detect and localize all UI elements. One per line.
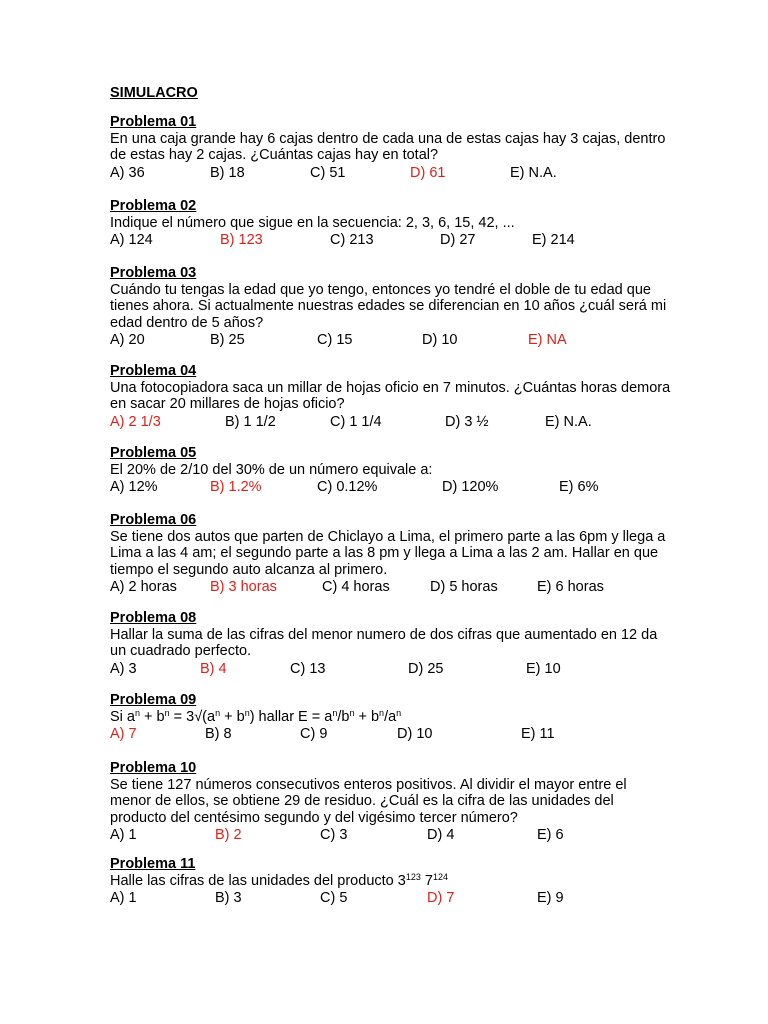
problem-text-line: en sacar 20 millares de hojas oficio? [110, 396, 345, 412]
formula-text: + b [220, 708, 245, 725]
problem-10 [110, 856, 670, 908]
answer-option: B) 18 [210, 164, 245, 181]
answer-options [110, 579, 670, 597]
problem-text-line: En una caja grande hay 6 cajas dentro de cada una de estas cajas hay 3 cajas, dentro [110, 130, 666, 147]
answer-options [110, 890, 670, 908]
answer-option: D) 3 ½ [445, 413, 489, 430]
answer-options [110, 165, 670, 183]
answer-option: C) 0.12% [317, 479, 378, 495]
problem-2 [110, 198, 670, 250]
formula-superscript: n [332, 707, 338, 718]
answer-option: D) 120% [442, 479, 499, 495]
page-title: SIMULACRO [110, 85, 198, 101]
answer-option-correct: B) 4 [200, 660, 227, 677]
problem-title: Problema 02 [110, 198, 197, 214]
answer-option: B) 3 [215, 890, 242, 906]
answer-option: C) 13 [290, 660, 326, 677]
problem-9 [110, 760, 670, 845]
answer-option-correct: B) 3 horas [210, 579, 277, 595]
problem-1 [110, 114, 670, 183]
answer-option: C) 15 [317, 332, 353, 348]
problem-3 [110, 265, 670, 350]
answer-option: A) 36 [110, 164, 145, 181]
answer-option: E) 10 [526, 660, 561, 677]
formula-text: 7 [420, 872, 433, 889]
problem-title: Problema 04 [110, 363, 197, 379]
answer-option-correct: E) NA [528, 332, 567, 348]
answer-option: A) 124 [110, 232, 153, 248]
problem-title: Problema 05 [110, 445, 197, 461]
answer-option-correct: D) 61 [410, 164, 446, 181]
problem-text-line: Una fotocopiadora saca un millar de hojas oficio en 7 minutos. ¿Cuántas horas demora [110, 379, 671, 396]
answer-option: E) N.A. [545, 413, 592, 430]
answer-option: E) N.A. [510, 164, 557, 181]
problem-title: Problema 08 [110, 610, 197, 626]
answer-option-correct: B) 2 [215, 827, 242, 843]
answer-option: E) 11 [521, 726, 555, 742]
answer-option: D) 5 horas [430, 579, 498, 595]
answer-option-correct: D) 7 [427, 890, 455, 906]
problem-title: Problema 11 [110, 856, 196, 872]
answer-options [110, 414, 670, 432]
problem-text-line: tienes ahora. Si actualmente nuestras edades se diferencian en 10 años ¿cuál será mi [110, 298, 667, 314]
problem-text-line: Se tiene 127 números consecutivos enteros positivos. Al dividir el mayor entre el [110, 776, 627, 793]
problem-text-line: Hallar la suma de las cifras del menor numero de dos cifras que aumentado en 12 da [110, 626, 658, 643]
answer-option: D) 10 [422, 332, 458, 348]
answer-option: A) 20 [110, 332, 145, 348]
problem-title: Problema 10 [110, 760, 197, 776]
problem-8 [110, 692, 670, 744]
problem-4 [110, 363, 670, 432]
formula-text: Si a [110, 708, 135, 725]
answer-option: C) 9 [300, 726, 328, 742]
formula-superscript: n [135, 707, 141, 718]
problem-text-line: producto del centésimo segundo y del vigésimo tercer número? [110, 809, 518, 826]
problem-formula [110, 873, 670, 890]
formula-superscript: n [379, 707, 385, 718]
answer-option: B) 1 1/2 [225, 413, 276, 430]
answer-option: E) 6% [559, 479, 599, 495]
formula-superscript: 124 [432, 871, 448, 882]
answer-option: E) 214 [532, 232, 575, 248]
problem-title: Problema 03 [110, 265, 197, 281]
answer-option: E) 9 [537, 890, 564, 906]
problem-text-line: Se tiene dos autos que parten de Chiclayo a Lima, el primero parte a las 6pm y llega a [110, 528, 666, 545]
formula-superscript: n [244, 707, 250, 718]
answer-option: D) 27 [440, 232, 476, 248]
answer-option: D) 25 [408, 660, 444, 677]
formula-superscript: n [164, 707, 170, 718]
answer-option: C) 51 [310, 164, 346, 181]
problem-text-line: edad dentro de 5 años? [110, 314, 264, 331]
problem-7 [110, 610, 670, 679]
problem-formula [110, 709, 670, 726]
formula-text: Halle las cifras de las unidades del producto 3 [110, 872, 406, 889]
answer-option-correct: A) 7 [110, 726, 137, 742]
answer-option: C) 1 1/4 [330, 413, 382, 430]
answer-option-correct: B) 1.2% [210, 479, 262, 495]
problem-6 [110, 512, 670, 597]
answer-option: A) 12% [110, 479, 158, 495]
answer-option: B) 25 [210, 332, 245, 348]
formula-text: + b [140, 708, 165, 725]
formula-text: /a [384, 708, 397, 725]
answer-option: B) 8 [205, 726, 232, 742]
answer-options [110, 661, 670, 679]
answer-option-correct: A) 2 1/3 [110, 413, 161, 430]
formula-superscript: n [215, 707, 221, 718]
answer-option: C) 5 [320, 890, 348, 906]
problem-text-line: Cuándo tu tengas la edad que yo tengo, entonces yo tendré el doble de tu edad que [110, 281, 651, 298]
formula-text: /b [337, 708, 350, 725]
answer-option: A) 2 horas [110, 579, 177, 595]
problem-title: Problema 09 [110, 692, 197, 708]
formula-text: ) hallar E = a [249, 708, 333, 725]
answer-options [110, 332, 670, 350]
answer-option: C) 213 [330, 232, 374, 248]
answer-options [110, 232, 670, 250]
problem-text-line: Indique el número que sigue en la secuencia: 2, 3, 6, 15, 42, ... [110, 214, 515, 231]
formula-superscript: n [396, 707, 402, 718]
answer-option-correct: B) 123 [220, 232, 263, 248]
problem-title: Problema 01 [110, 114, 197, 130]
answer-options [110, 479, 670, 497]
answer-option: E) 6 [537, 827, 564, 843]
answer-options [110, 726, 670, 744]
answer-option: C) 4 horas [322, 579, 390, 595]
answer-option: A) 3 [110, 660, 137, 677]
answer-option: A) 1 [110, 827, 137, 843]
problem-text-line: menor de ellos, se obtiene 29 de residuo. ¿Cuál es la cifra de las unidades del [110, 793, 614, 809]
answer-option: A) 1 [110, 890, 137, 906]
answer-option: C) 3 [320, 827, 348, 843]
problem-title: Problema 06 [110, 512, 197, 528]
problem-text-line: un cuadrado perfecto. [110, 643, 252, 659]
answer-option: D) 4 [427, 827, 455, 843]
formula-superscript: 123 [405, 871, 421, 882]
problem-text-line: de estas hay 2 cajas. ¿Cuántas cajas hay en total? [110, 147, 439, 163]
problem-text-line: Lima a las 4 am; el segundo parte a las 8 pm y llega a Lima a las 2 am. Hallar en que [110, 545, 659, 561]
formula-text: = 3√(a [169, 708, 216, 725]
formula-superscript: n [349, 707, 355, 718]
answer-option: E) 6 horas [537, 579, 604, 595]
problem-text-line: tiempo el segundo auto alcanza al primero. [110, 561, 388, 578]
problem-text-line: El 20% de 2/10 del 30% de un número equivale a: [110, 461, 433, 478]
answer-options [110, 827, 670, 845]
answer-option: D) 10 [397, 726, 433, 742]
problem-5 [110, 445, 670, 497]
formula-text: + b [354, 708, 380, 725]
